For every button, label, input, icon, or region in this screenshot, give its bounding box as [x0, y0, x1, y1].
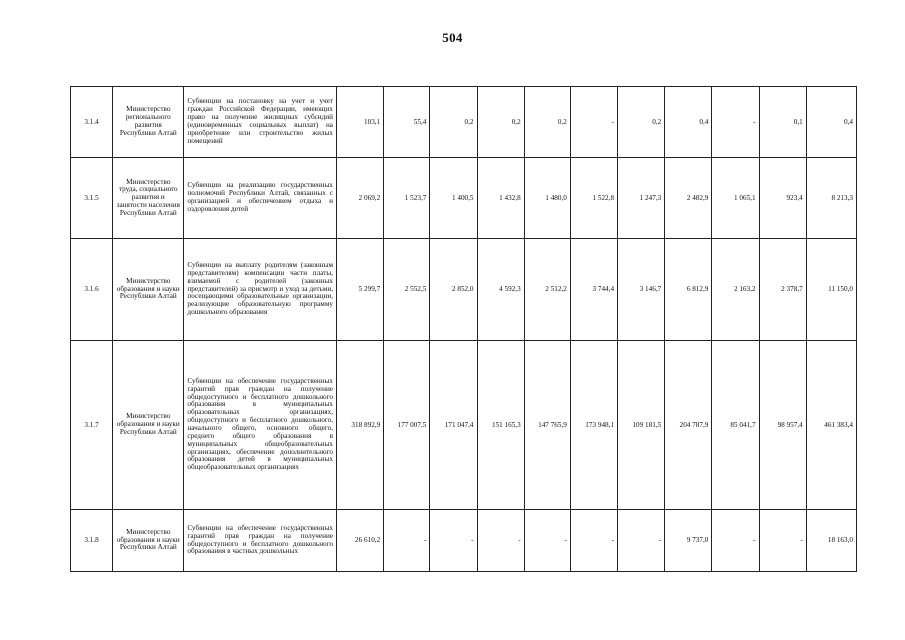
value-cell: -	[477, 510, 524, 572]
value-cell: -	[712, 87, 759, 158]
description-cell: Субвенции на обеспечение государственных гарантий прав граждан на получение общедоступного и бесплатного дошкольного образования в частных дошкольных	[184, 510, 337, 572]
value-cell: 173 948,1	[570, 341, 617, 510]
value-cell: 0,4	[665, 87, 712, 158]
table-row	[71, 158, 857, 239]
value-cell: 6 812,9	[665, 239, 712, 341]
row-code-cell: 3.1.7	[71, 341, 113, 510]
value-cell: 0,2	[477, 87, 524, 158]
ministry-cell: Министерство образования и науки Республики Алтай	[113, 239, 184, 341]
ministry-cell: Министерство образования и науки Республики Алтай	[113, 341, 184, 510]
page-number: 504	[442, 30, 463, 45]
value-cell: 1 400,5	[430, 158, 477, 239]
description-cell: Субвенции на реализацию государственных полномочий Республики Алтай, связанных с организацией и обеспечением отдыха и оздоровления детей	[184, 158, 337, 239]
value-cell: 1 065,1	[712, 158, 759, 239]
value-cell: 0,2	[618, 87, 665, 158]
value-cell: 11 150,0	[806, 239, 856, 341]
value-cell: 3 146,7	[618, 239, 665, 341]
value-cell: 3 744,4	[570, 239, 617, 341]
value-cell: 171 047,4	[430, 341, 477, 510]
ministry-cell: Министерство регионального развития Республики Алтай	[113, 87, 184, 158]
value-cell: 0,2	[524, 87, 570, 158]
value-cell: 55,4	[384, 87, 430, 158]
value-cell: 0,4	[806, 87, 856, 158]
value-cell: 923,4	[759, 158, 806, 239]
table-row	[71, 341, 857, 510]
value-cell: 1 247,3	[618, 158, 665, 239]
value-cell: -	[712, 510, 759, 572]
row-code-cell: 3.1.6	[71, 239, 113, 341]
value-cell: 98 957,4	[759, 341, 806, 510]
value-cell: 103,1	[337, 87, 384, 158]
description-cell: Субвенции на обеспечение государственных гарантий прав граждан на получение общедоступного и бесплатного дошкольного образования в муниципальных образовательных организациях, общедоступного и бесплатного дошкольного, начального общего, основного общего, среднего общего образования в муниципальных общеобразовательных организациях, обеспечение дополнительного образования детей в муниципальных общеобразовательных организациях	[184, 341, 337, 510]
value-cell: -	[384, 510, 430, 572]
value-cell: 0,2	[430, 87, 477, 158]
value-cell: 0,1	[759, 87, 806, 158]
value-cell: 26 610,2	[337, 510, 384, 572]
value-cell: 1 523,7	[384, 158, 430, 239]
table-row	[71, 510, 857, 572]
table-body	[71, 87, 857, 572]
value-cell: -	[524, 510, 570, 572]
value-cell: 4 592,3	[477, 239, 524, 341]
value-cell: -	[570, 87, 617, 158]
value-cell: 177 007,5	[384, 341, 430, 510]
value-cell: 18 163,0	[806, 510, 856, 572]
value-cell: 461 383,4	[806, 341, 856, 510]
value-cell: 2 552,5	[384, 239, 430, 341]
value-cell: 2 378,7	[759, 239, 806, 341]
value-cell: 204 787,9	[665, 341, 712, 510]
value-cell: 9 737,0	[665, 510, 712, 572]
row-code-cell: 3.1.8	[71, 510, 113, 572]
value-cell: -	[430, 510, 477, 572]
value-cell: 8 213,3	[806, 158, 856, 239]
value-cell: 1 522,8	[570, 158, 617, 239]
row-code-cell: 3.1.4	[71, 87, 113, 158]
value-cell: 2 482,9	[665, 158, 712, 239]
value-cell: 151 165,3	[477, 341, 524, 510]
value-cell: -	[570, 510, 617, 572]
value-cell: -	[618, 510, 665, 572]
ministry-cell: Министерство труда, социального развития и занятости населения Республики Алтай	[113, 158, 184, 239]
value-cell: 2 069,2	[337, 158, 384, 239]
value-cell: -	[759, 510, 806, 572]
subvention-table	[70, 86, 857, 572]
value-cell: 85 041,7	[712, 341, 759, 510]
value-cell: 2 163,2	[712, 239, 759, 341]
value-cell: 1 432,8	[477, 158, 524, 239]
value-cell: 5 299,7	[337, 239, 384, 341]
value-cell: 2 852,0	[430, 239, 477, 341]
value-cell: 109 181,5	[618, 341, 665, 510]
value-cell: 147 765,9	[524, 341, 570, 510]
table-row	[71, 239, 857, 341]
row-code-cell: 3.1.5	[71, 158, 113, 239]
value-cell: 318 892,9	[337, 341, 384, 510]
ministry-cell: Министерство образования и науки Республики Алтай	[113, 510, 184, 572]
description-cell: Субвенции на выплату родителям (законным представителям) компенсации части платы, взимаемой с родителей (законных представителей) за присмотр и уход за детьми, посещающими образовательные организации, реализующие образовательную программу дошкольного образования	[184, 239, 337, 341]
value-cell: 2 512,2	[524, 239, 570, 341]
table-row	[71, 87, 857, 158]
description-cell: Субвенции на постановку на учет и учет граждан Российской Федерации, имеющих право на получение жилищных субсидий (единовременных социальных выплат) на приобретение или строительство жилых помещений	[184, 87, 337, 158]
value-cell: 1 480,0	[524, 158, 570, 239]
